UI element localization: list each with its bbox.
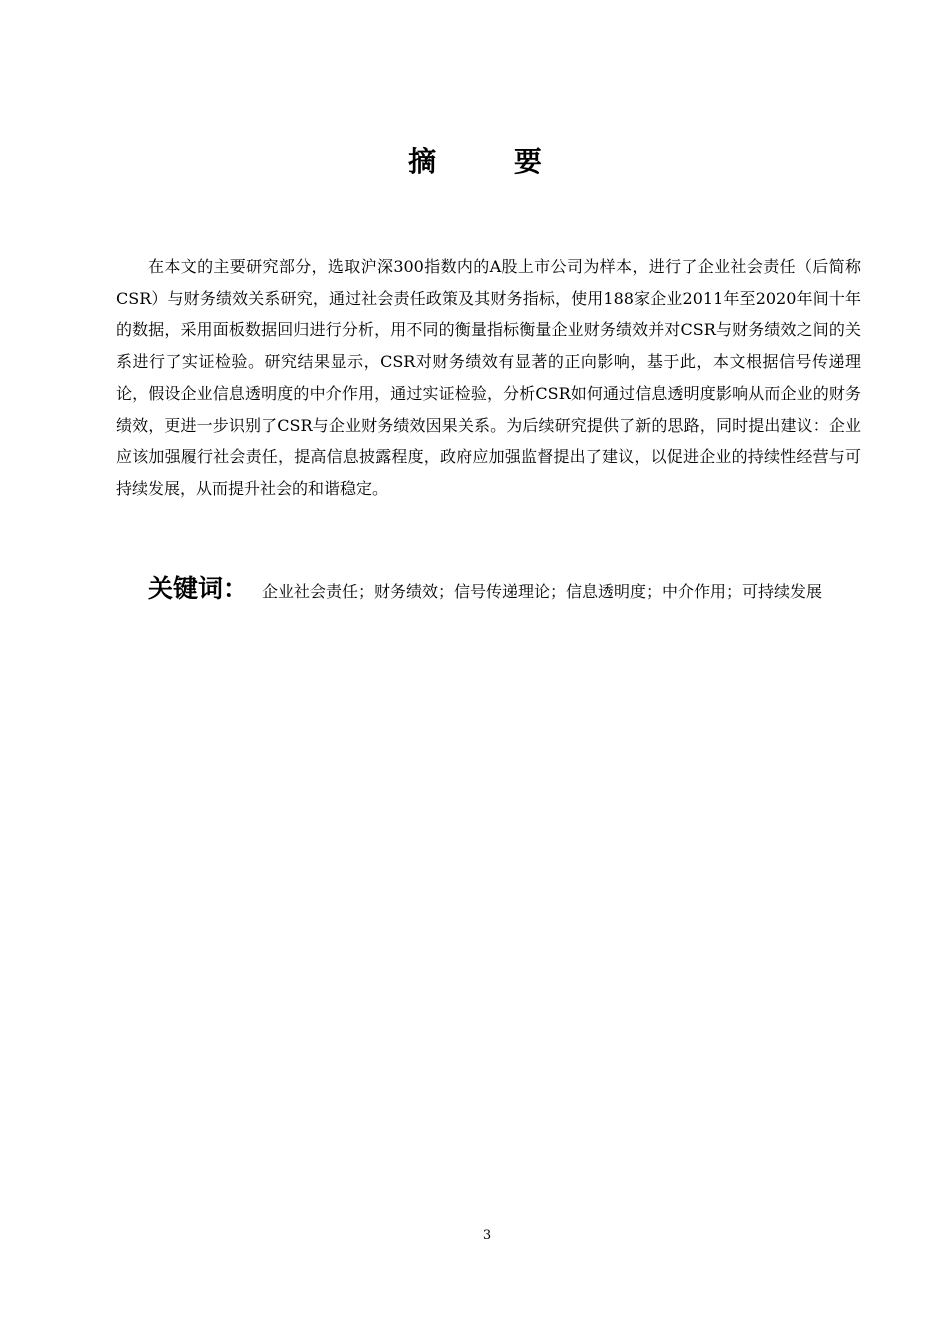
- keywords-paragraph: [116, 570, 861, 611]
- abstract-paragraph: 在本文的主要研究部分，选取沪深300指数内的A股上市公司为样本，进行了企业社会责任（后简称CSR）与财务绩效关系研究，通过社会责任政策及其财务指标，使用188家企业2011年至2020年间十年的数据，采用面板数据回归进行分析，用不同的衡量指标衡量企业财务绩效并对CSR与财务绩效之间的关系进行了实证检验。研究结果显示，CSR对财务绩效有显著的正向影响，基于此，本文根据信号传递理论，假设企业信息透明度的中介作用，通过实证检验，分析CSR如何通过信息透明度影响从而企业的财务绩效，更进一步识别了CSR与企业财务绩效因果关系。为后续研究提供了新的思路，同时提出建议：企业应该加强履行社会责任，提高信息披露程度，政府应加强监督提出了建议，以促进企业的持续性经营与可持续发展，从而提升社会的和谐稳定。: [116, 257, 861, 498]
- keywords-list: 企业社会责任；财务绩效；信号传递理论；信息透明度；中介作用；可持续发展: [262, 582, 823, 601]
- page-title: 摘 要: [408, 145, 576, 178]
- page-number: 3: [482, 1228, 492, 1243]
- keywords-label: 关键词：: [148, 574, 249, 603]
